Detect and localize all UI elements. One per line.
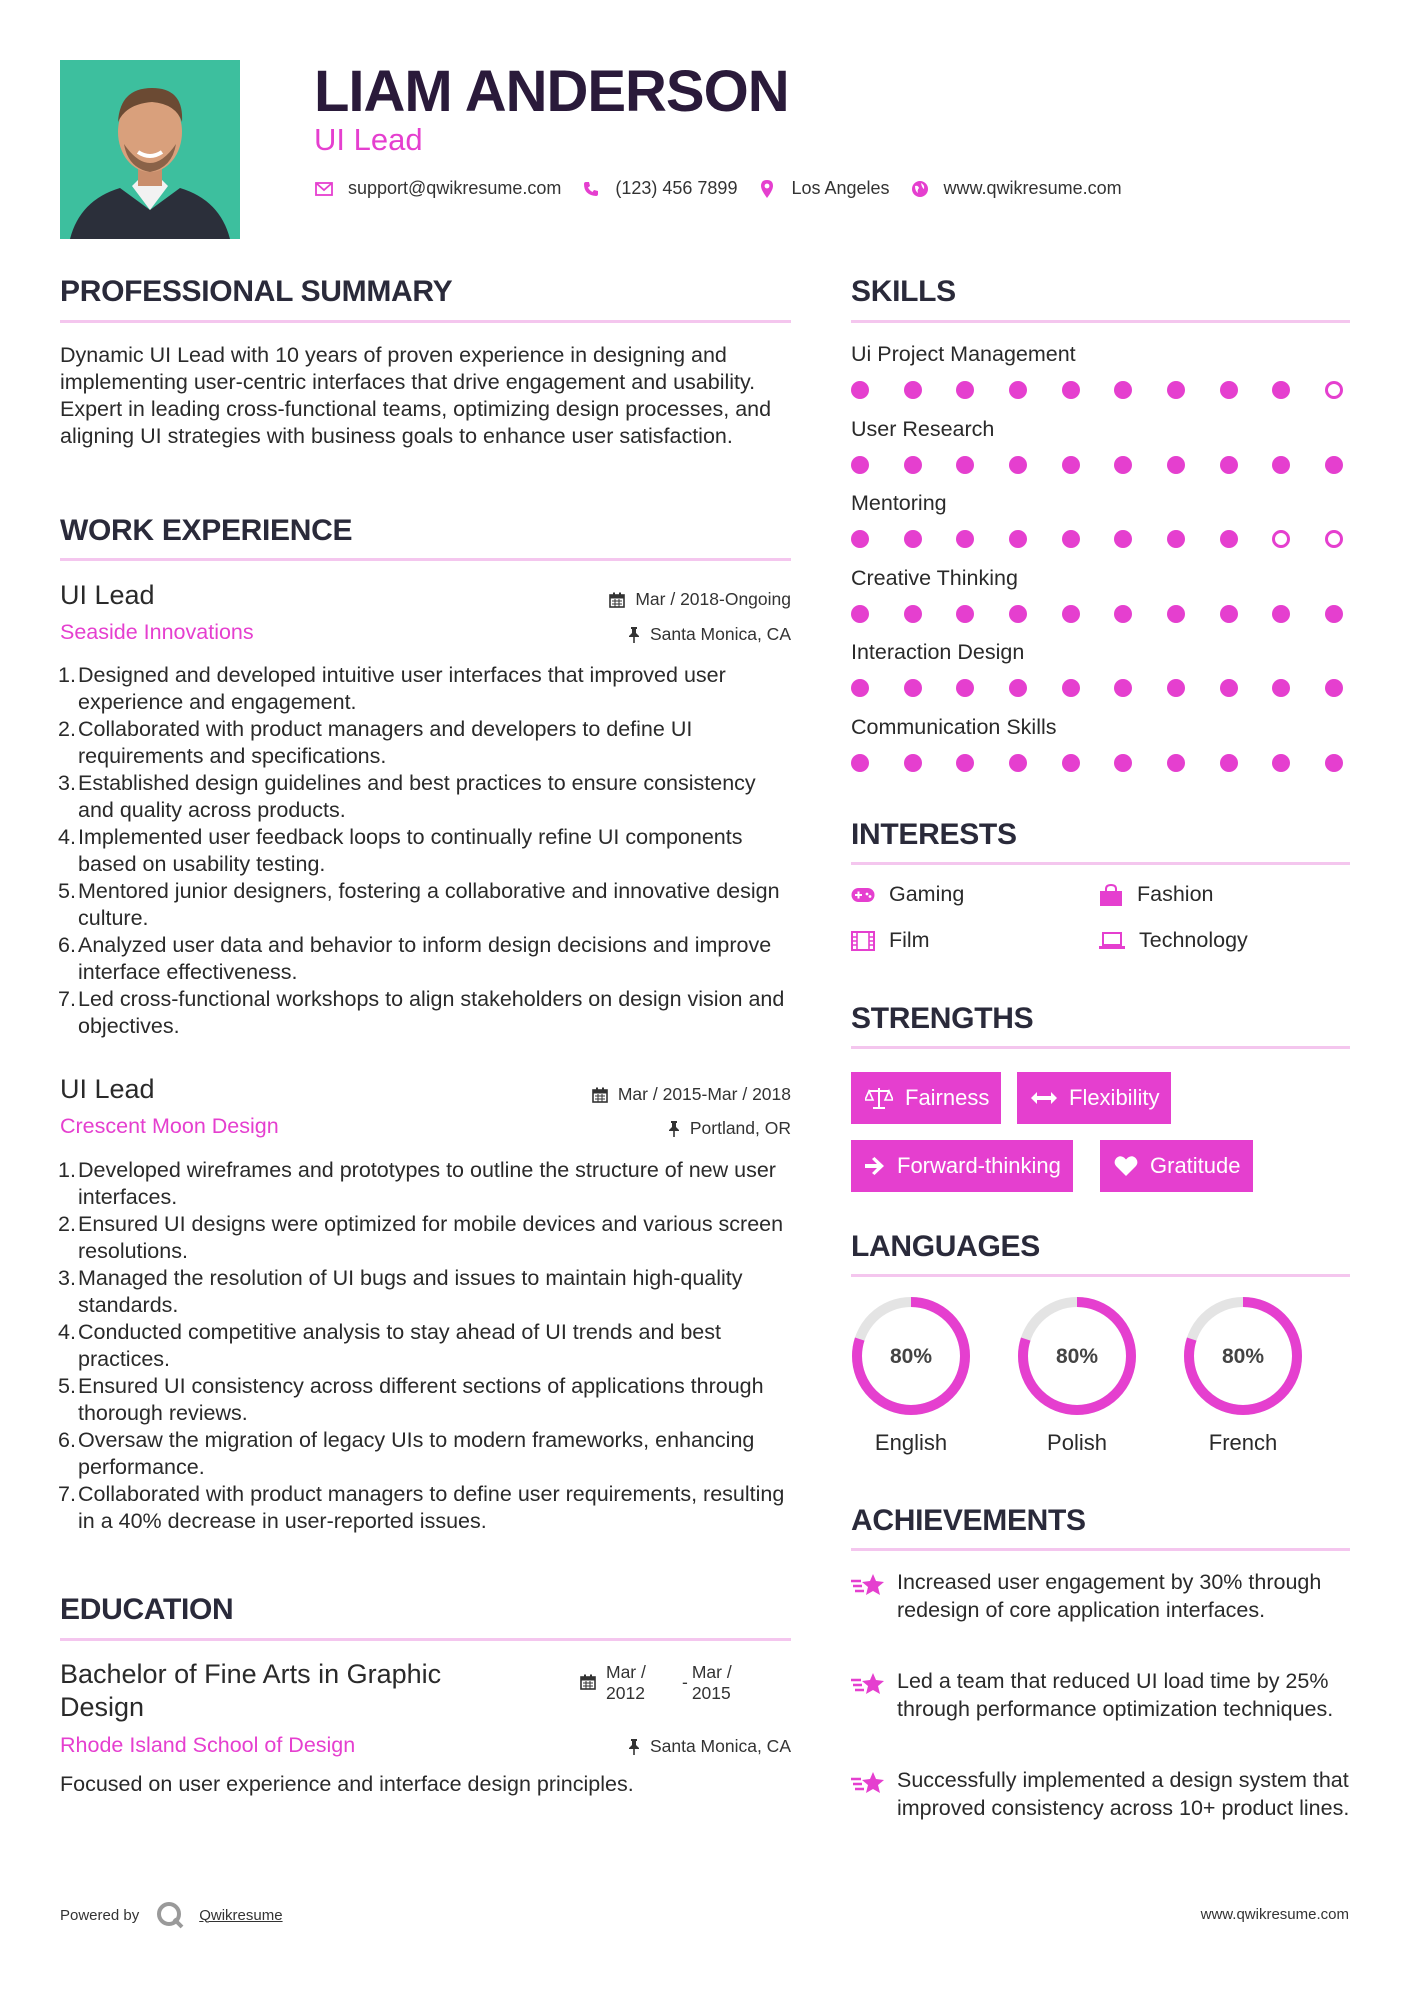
education-school: Rhode Island School of Design xyxy=(60,1733,356,1757)
contact-website[interactable]: www.qwikresume.com xyxy=(910,178,1122,199)
rating-dot-filled xyxy=(1220,679,1238,697)
rating-dot-filled xyxy=(1272,381,1290,399)
rating-dot-filled xyxy=(904,530,922,548)
language-donut xyxy=(1181,1294,1305,1418)
pushpin-icon xyxy=(628,627,640,643)
list-item: 4. Implemented user feedback loops to continually refine UI components based on usability testing. xyxy=(58,825,743,876)
list-item: 2. Collaborated with product managers and developers to define UI requirements and specifications. xyxy=(58,717,693,768)
skill-name: Ui Project Management xyxy=(851,342,1076,366)
strength-forward-thinking: Forward-thinking xyxy=(851,1140,1073,1192)
list-item: 6. Analyzed user data and behavior to inform design decisions and improve interface effectiveness. xyxy=(58,933,772,984)
laptop-icon xyxy=(1099,932,1125,950)
rating-dot-filled xyxy=(1325,679,1343,697)
rating-dot-filled xyxy=(1272,754,1290,772)
rating-dot-filled xyxy=(1272,456,1290,474)
language-item xyxy=(1015,1294,1139,1456)
rating-dot-filled xyxy=(1114,679,1132,697)
strength-fairness: Fairness xyxy=(851,1072,1001,1124)
list-item: 1. Designed and developed intuitive user interfaces that improved user experience and engagement. xyxy=(58,663,726,714)
job-date: Mar / 2015-Mar / 2018 xyxy=(592,1084,791,1105)
education-location: Santa Monica, CA xyxy=(628,1736,791,1757)
achievements-heading: ACHIEVEMENTS xyxy=(851,1504,1086,1537)
skill-rating xyxy=(851,605,1343,623)
rating-dot-filled xyxy=(956,754,974,772)
language-percent: 80% xyxy=(889,1345,933,1368)
rating-dot-filled xyxy=(1167,754,1185,772)
footer-site[interactable]: www.qwikresume.com xyxy=(1200,1906,1349,1923)
rating-dot-filled xyxy=(1009,456,1027,474)
education-end: Mar / 2015 xyxy=(691,1662,732,1703)
qwikresume-logo-icon xyxy=(155,1900,185,1930)
skill-name: Interaction Design xyxy=(851,640,1025,665)
rating-dot-filled xyxy=(956,605,974,623)
balance-scale-icon xyxy=(865,1086,893,1110)
language-donut xyxy=(849,1294,973,1418)
candidate-role: UI Lead xyxy=(314,122,423,157)
summary-divider xyxy=(60,320,791,323)
rating-dot-filled xyxy=(1062,605,1080,623)
rating-dot-filled xyxy=(1062,456,1080,474)
rating-dot-filled xyxy=(1167,605,1185,623)
job-bullets xyxy=(60,1157,791,1535)
map-marker-icon xyxy=(757,179,777,199)
interests-heading: INTERESTS xyxy=(851,818,1017,851)
rating-dot-filled xyxy=(904,605,922,623)
rating-dot-filled xyxy=(1009,754,1027,772)
skill-name: Creative Thinking xyxy=(851,565,1018,590)
rating-dot-filled xyxy=(1009,530,1027,548)
language-item xyxy=(849,1294,973,1456)
date-separator: - xyxy=(682,1672,688,1692)
gamepad-icon xyxy=(851,887,875,903)
rating-dot-empty xyxy=(1325,530,1343,548)
rating-dot-filled xyxy=(1062,754,1080,772)
rating-dot-filled xyxy=(851,754,869,772)
list-item: 5. Ensured UI consistency across different sections of applications through thorough reviews. xyxy=(58,1374,764,1425)
list-item: 3. Established design guidelines and best practices to ensure consistency and quality across products. xyxy=(58,771,756,822)
list-item: 1. Developed wireframes and prototypes to outline the structure of new user interfaces. xyxy=(58,1158,776,1209)
education-heading: EDUCATION xyxy=(60,1593,234,1626)
job-company: Crescent Moon Design xyxy=(60,1114,279,1138)
job-title: UI Lead xyxy=(60,580,155,610)
rating-dot-filled xyxy=(1272,679,1290,697)
languages-heading: LANGUAGES xyxy=(851,1230,1040,1263)
list-item: Increased user engagement by 30% through redesign of core application interfaces. xyxy=(851,1568,1357,1624)
strengths-divider xyxy=(851,1046,1350,1049)
list-item: 2. Ensured UI designs were optimized for mobile devices and various screen resolutions. xyxy=(58,1212,784,1263)
rating-dot-filled xyxy=(1220,754,1238,772)
language-percent: 80% xyxy=(1221,1345,1265,1368)
interest-film: Film xyxy=(851,928,930,953)
rating-dot-filled xyxy=(1325,456,1343,474)
shooting-star-icon xyxy=(851,1568,897,1605)
rating-dot-filled xyxy=(1220,530,1238,548)
rating-dot-filled xyxy=(1167,381,1185,399)
list-item: 4. Conducted competitive analysis to stay ahead of UI trends and best practices. xyxy=(58,1320,721,1371)
list-item: 5. Mentored junior designers, fostering a collaborative and innovative design culture. xyxy=(58,879,780,930)
strength-gratitude: Gratitude xyxy=(1100,1140,1253,1192)
job-location: Santa Monica, CA xyxy=(628,624,791,645)
work-heading: WORK EXPERIENCE xyxy=(60,514,353,547)
rating-dot-filled xyxy=(1114,456,1132,474)
list-item: 7. Led cross-functional workshops to align stakeholders on design vision and objectives. xyxy=(58,987,785,1038)
calendar-icon xyxy=(592,1087,608,1103)
rating-dot-filled xyxy=(1114,381,1132,399)
rating-dot-filled xyxy=(1167,530,1185,548)
rating-dot-filled xyxy=(1220,605,1238,623)
shooting-star-icon xyxy=(851,1766,897,1803)
job-title: UI Lead xyxy=(60,1074,155,1104)
rating-dot-filled xyxy=(1325,605,1343,623)
rating-dot-filled xyxy=(956,456,974,474)
rating-dot-filled xyxy=(1325,754,1343,772)
rating-dot-filled xyxy=(1062,381,1080,399)
rating-dot-filled xyxy=(904,679,922,697)
avatar xyxy=(60,60,240,239)
language-item xyxy=(1181,1294,1305,1456)
rating-dot-filled xyxy=(1167,456,1185,474)
shopping-bag-icon xyxy=(1099,884,1123,906)
globe-icon xyxy=(910,179,930,199)
skill-rating xyxy=(851,456,1343,474)
rating-dot-filled xyxy=(904,456,922,474)
shooting-star-icon xyxy=(851,1667,897,1704)
education-divider xyxy=(60,1638,791,1641)
contact-location: Los Angeles xyxy=(757,178,889,199)
rating-dot-filled xyxy=(1114,530,1132,548)
rating-dot-filled xyxy=(1009,605,1027,623)
education-start: Mar / 2012 xyxy=(606,1662,646,1703)
strengths-heading: STRENGTHS xyxy=(851,1002,1034,1035)
summary-heading: PROFESSIONAL SUMMARY xyxy=(60,275,453,308)
language-name: French xyxy=(1208,1430,1278,1455)
rating-dot-filled xyxy=(851,605,869,623)
pushpin-icon xyxy=(628,1739,640,1755)
list-item: Successfully implemented a design system that improved consistency across 10+ product lines. xyxy=(851,1766,1357,1822)
footer-brand-link[interactable]: Qwikresume xyxy=(199,1906,283,1924)
rating-dot-filled xyxy=(1062,679,1080,697)
skills-heading: SKILLS xyxy=(851,275,956,308)
skills-divider xyxy=(851,320,1350,323)
skill-name: User Research xyxy=(851,416,995,441)
summary-text: Dynamic UI Lead with 10 years of proven experience in designing and implementing user-centric interfaces that drive engagement and usability. Expert in leading cross-functional teams, optimizing design processes, and aligning UI strategies with business goals to enhance user satisfaction. xyxy=(60,343,772,448)
interest-gaming: Gaming xyxy=(851,882,964,907)
rating-dot-filled xyxy=(851,679,869,697)
rating-dot-filled xyxy=(851,381,869,399)
arrow-right-icon xyxy=(865,1157,885,1175)
interest-technology: Technology xyxy=(1099,928,1248,953)
rating-dot-filled xyxy=(851,456,869,474)
rating-dot-empty xyxy=(1272,530,1290,548)
contact-phone[interactable]: (123) 456 7899 xyxy=(581,178,737,199)
rating-dot-filled xyxy=(1114,754,1132,772)
rating-dot-filled xyxy=(1009,381,1027,399)
skill-rating xyxy=(851,679,1343,697)
rating-dot-filled xyxy=(956,530,974,548)
job-location: Portland, OR xyxy=(668,1118,791,1139)
rating-dot-filled xyxy=(1220,456,1238,474)
skill-rating xyxy=(851,530,1343,548)
rating-dot-filled xyxy=(956,679,974,697)
profile-photo xyxy=(60,60,240,239)
phone-icon xyxy=(581,179,601,199)
list-item: 7. Collaborated with product managers to define user requirements, resulting in a 40% decrease in user-reported issues. xyxy=(58,1482,785,1533)
rating-dot-filled xyxy=(1009,679,1027,697)
skill-name: Communication Skills xyxy=(851,715,1057,739)
calendar-icon xyxy=(580,1674,596,1690)
interests-divider xyxy=(851,862,1350,865)
rating-dot-empty xyxy=(1325,381,1343,399)
skill-rating xyxy=(851,381,1343,399)
rating-dot-filled xyxy=(1062,530,1080,548)
rating-dot-filled xyxy=(956,381,974,399)
education-dates xyxy=(580,1662,752,1704)
pushpin-icon xyxy=(668,1121,680,1137)
film-icon xyxy=(851,931,875,951)
heart-icon xyxy=(1114,1155,1138,1177)
skill-rating xyxy=(851,754,1343,772)
rating-dot-filled xyxy=(1167,679,1185,697)
strength-flexibility: Flexibility xyxy=(1017,1072,1171,1124)
language-percent: 80% xyxy=(1055,1345,1099,1368)
job-date: Mar / 2018-Ongoing xyxy=(609,589,791,610)
interest-fashion: Fashion xyxy=(1099,882,1214,907)
language-name: English xyxy=(874,1430,948,1455)
rating-dot-filled xyxy=(1220,381,1238,399)
envelope-icon xyxy=(314,179,334,199)
arrows-horizontal-icon xyxy=(1031,1091,1057,1105)
achievements-divider xyxy=(851,1548,1350,1551)
candidate-name: LIAM ANDERSON xyxy=(314,59,789,124)
rating-dot-filled xyxy=(904,754,922,772)
skill-name: Mentoring xyxy=(851,491,947,516)
education-degree: Bachelor of Fine Arts in Graphic Design xyxy=(60,1659,442,1722)
job-company: Seaside Innovations xyxy=(60,620,254,644)
list-item: 6. Oversaw the migration of legacy UIs to modern frameworks, enhancing performance. xyxy=(58,1428,755,1479)
contact-email[interactable]: support@qwikresume.com xyxy=(314,178,561,199)
rating-dot-filled xyxy=(1272,605,1290,623)
contact-bar xyxy=(314,178,1142,199)
list-item: 3. Managed the resolution of UI bugs and issues to maintain high-quality standards. xyxy=(58,1266,743,1317)
job-bullets xyxy=(60,662,791,1040)
education-description: Focused on user experience and interface design principles. xyxy=(60,1772,634,1796)
work-divider xyxy=(60,558,791,561)
footer-powered-by: Powered by Qwikresume xyxy=(60,1900,283,1930)
language-name: Polish xyxy=(1047,1430,1107,1455)
language-donut xyxy=(1015,1294,1139,1418)
rating-dot-filled xyxy=(851,530,869,548)
languages-divider xyxy=(851,1274,1350,1277)
rating-dot-filled xyxy=(904,381,922,399)
list-item: Led a team that reduced UI load time by 25% through performance optimization techniques. xyxy=(851,1667,1357,1723)
calendar-icon xyxy=(609,592,625,608)
rating-dot-filled xyxy=(1114,605,1132,623)
